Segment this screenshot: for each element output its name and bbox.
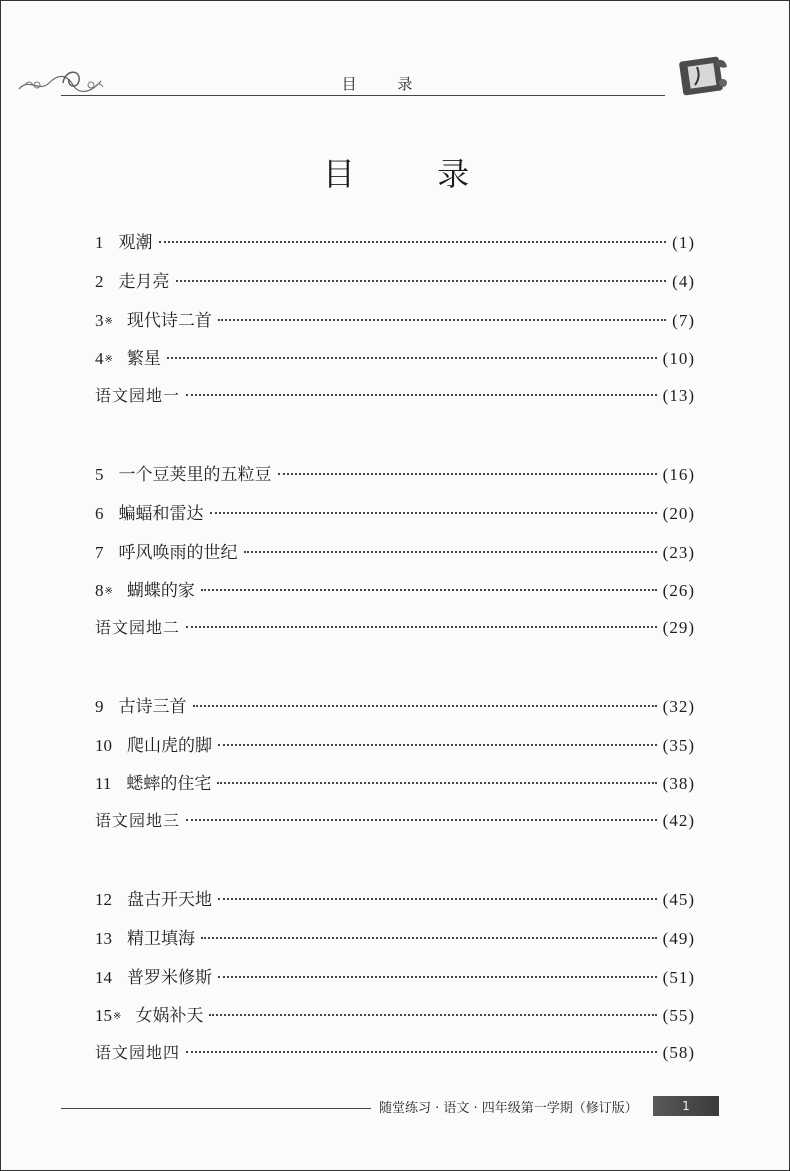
entry-number: 15	[95, 1006, 112, 1025]
entry-title: 语文园地四	[95, 1043, 181, 1062]
entry-page: (55)	[662, 1006, 695, 1025]
page-number: 1	[653, 1096, 719, 1116]
footer-book-label: 随堂练习 · 语文 · 四年级第一学期（修订版）	[379, 1101, 638, 1116]
entry-title: 繁星	[126, 349, 161, 369]
entry-title: 呼风唤雨的世纪	[118, 543, 238, 563]
toc-entry[interactable]	[95, 344, 695, 374]
entry-page: (7)	[672, 311, 695, 330]
toc-entry[interactable]	[95, 538, 695, 568]
dot-leader	[218, 898, 657, 900]
entry-number: 14	[95, 968, 112, 987]
entry-title: 爬山虎的脚	[127, 736, 212, 756]
entry-title: 女娲补天	[135, 1006, 204, 1026]
toc-entry[interactable]	[95, 460, 695, 490]
entry-title: 蟋蟀的住宅	[126, 774, 212, 794]
header-label: 目 录	[341, 75, 431, 93]
entry-page: (23)	[662, 543, 695, 562]
entry-number: 6	[95, 504, 104, 523]
entry-page: (45)	[662, 890, 695, 909]
entry-title: 语文园地三	[95, 811, 181, 830]
entry-page: (20)	[662, 504, 695, 523]
entry-title: 观潮	[118, 233, 153, 253]
toc-title: 目 录	[322, 155, 506, 193]
entry-page: (1)	[672, 233, 695, 252]
toc-entry[interactable]	[95, 963, 695, 993]
dot-leader	[186, 394, 657, 396]
entry-page: (49)	[662, 929, 695, 948]
entry-number: 12	[95, 890, 112, 909]
toc-entry[interactable]	[95, 1001, 695, 1031]
entry-number: 2	[95, 272, 104, 291]
entry-title: 普罗米修斯	[127, 968, 212, 988]
entry-number: 3	[95, 311, 104, 330]
toc-entry-section[interactable]	[95, 615, 695, 645]
dot-leader	[218, 976, 657, 978]
entry-title: 精卫填海	[127, 929, 195, 949]
entry-number: 4	[95, 349, 104, 368]
dot-leader	[244, 551, 657, 553]
entry-title: 蝴蝶的家	[126, 581, 195, 601]
toc-entry-section[interactable]	[95, 808, 695, 838]
toc-entry[interactable]	[95, 228, 695, 258]
entry-title: 现代诗二首	[126, 311, 212, 331]
entry-title: 走月亮	[118, 272, 170, 292]
dot-leader	[176, 280, 667, 282]
toc-entry[interactable]	[95, 306, 695, 336]
dot-leader	[193, 705, 657, 707]
toc-entry-section[interactable]	[95, 383, 695, 413]
entry-page: (32)	[662, 697, 695, 716]
entry-title: 语文园地二	[95, 618, 181, 637]
toc-entry[interactable]	[95, 267, 695, 297]
entry-number: 10	[95, 736, 112, 755]
toc-entry[interactable]	[95, 731, 695, 761]
dot-leader	[278, 473, 657, 475]
entry-number: 1	[95, 233, 104, 252]
entry-page: (51)	[662, 968, 695, 987]
entry-page: (13)	[662, 386, 695, 405]
entry-page: (10)	[662, 349, 695, 368]
toc-entry[interactable]	[95, 692, 695, 722]
footer-rule	[61, 1108, 371, 1109]
dot-leader	[186, 626, 657, 628]
entry-title: 古诗三首	[118, 697, 187, 717]
entry-mark: ※	[104, 316, 113, 327]
entry-page: (4)	[672, 272, 695, 291]
entry-page: (29)	[662, 618, 695, 637]
toc-entry[interactable]	[95, 576, 695, 606]
dot-leader	[186, 1051, 657, 1053]
entry-number: 7	[95, 543, 104, 562]
dot-leader	[209, 1014, 656, 1016]
dot-leader	[218, 744, 657, 746]
toc-list	[1, 1, 790, 1101]
dot-leader	[201, 589, 657, 591]
toc-entry[interactable]	[95, 924, 695, 954]
entry-mark: ※	[104, 354, 113, 365]
dot-leader	[210, 512, 657, 514]
entry-title: 一个豆荚里的五粒豆	[118, 465, 272, 485]
entry-page: (38)	[662, 774, 695, 793]
entry-title: 语文园地一	[95, 386, 181, 405]
toc-entry-section[interactable]	[95, 1040, 695, 1070]
toc-entry[interactable]	[95, 885, 695, 915]
entry-page: (42)	[662, 811, 695, 830]
entry-page: (16)	[662, 465, 695, 484]
entry-number: 5	[95, 465, 104, 484]
entry-title: 盘古开天地	[127, 890, 212, 910]
toc-entry[interactable]	[95, 499, 695, 529]
entry-number: 13	[95, 929, 112, 948]
entry-page: (35)	[662, 736, 695, 755]
entry-mark: ※	[113, 1011, 122, 1022]
entry-page: (26)	[662, 581, 695, 600]
entry-number: 8	[95, 581, 104, 600]
entry-mark: ※	[104, 586, 113, 597]
dot-leader	[186, 819, 657, 821]
entry-title: 蝙蝠和雷达	[118, 504, 204, 524]
entry-number: 9	[95, 697, 104, 716]
entry-number: 11	[95, 774, 112, 793]
dot-leader	[159, 241, 667, 243]
dot-leader	[201, 937, 657, 939]
toc-entry[interactable]	[95, 769, 695, 799]
dot-leader	[167, 357, 657, 359]
entry-page: (58)	[662, 1043, 695, 1062]
dot-leader	[217, 782, 656, 784]
dot-leader	[218, 319, 666, 321]
